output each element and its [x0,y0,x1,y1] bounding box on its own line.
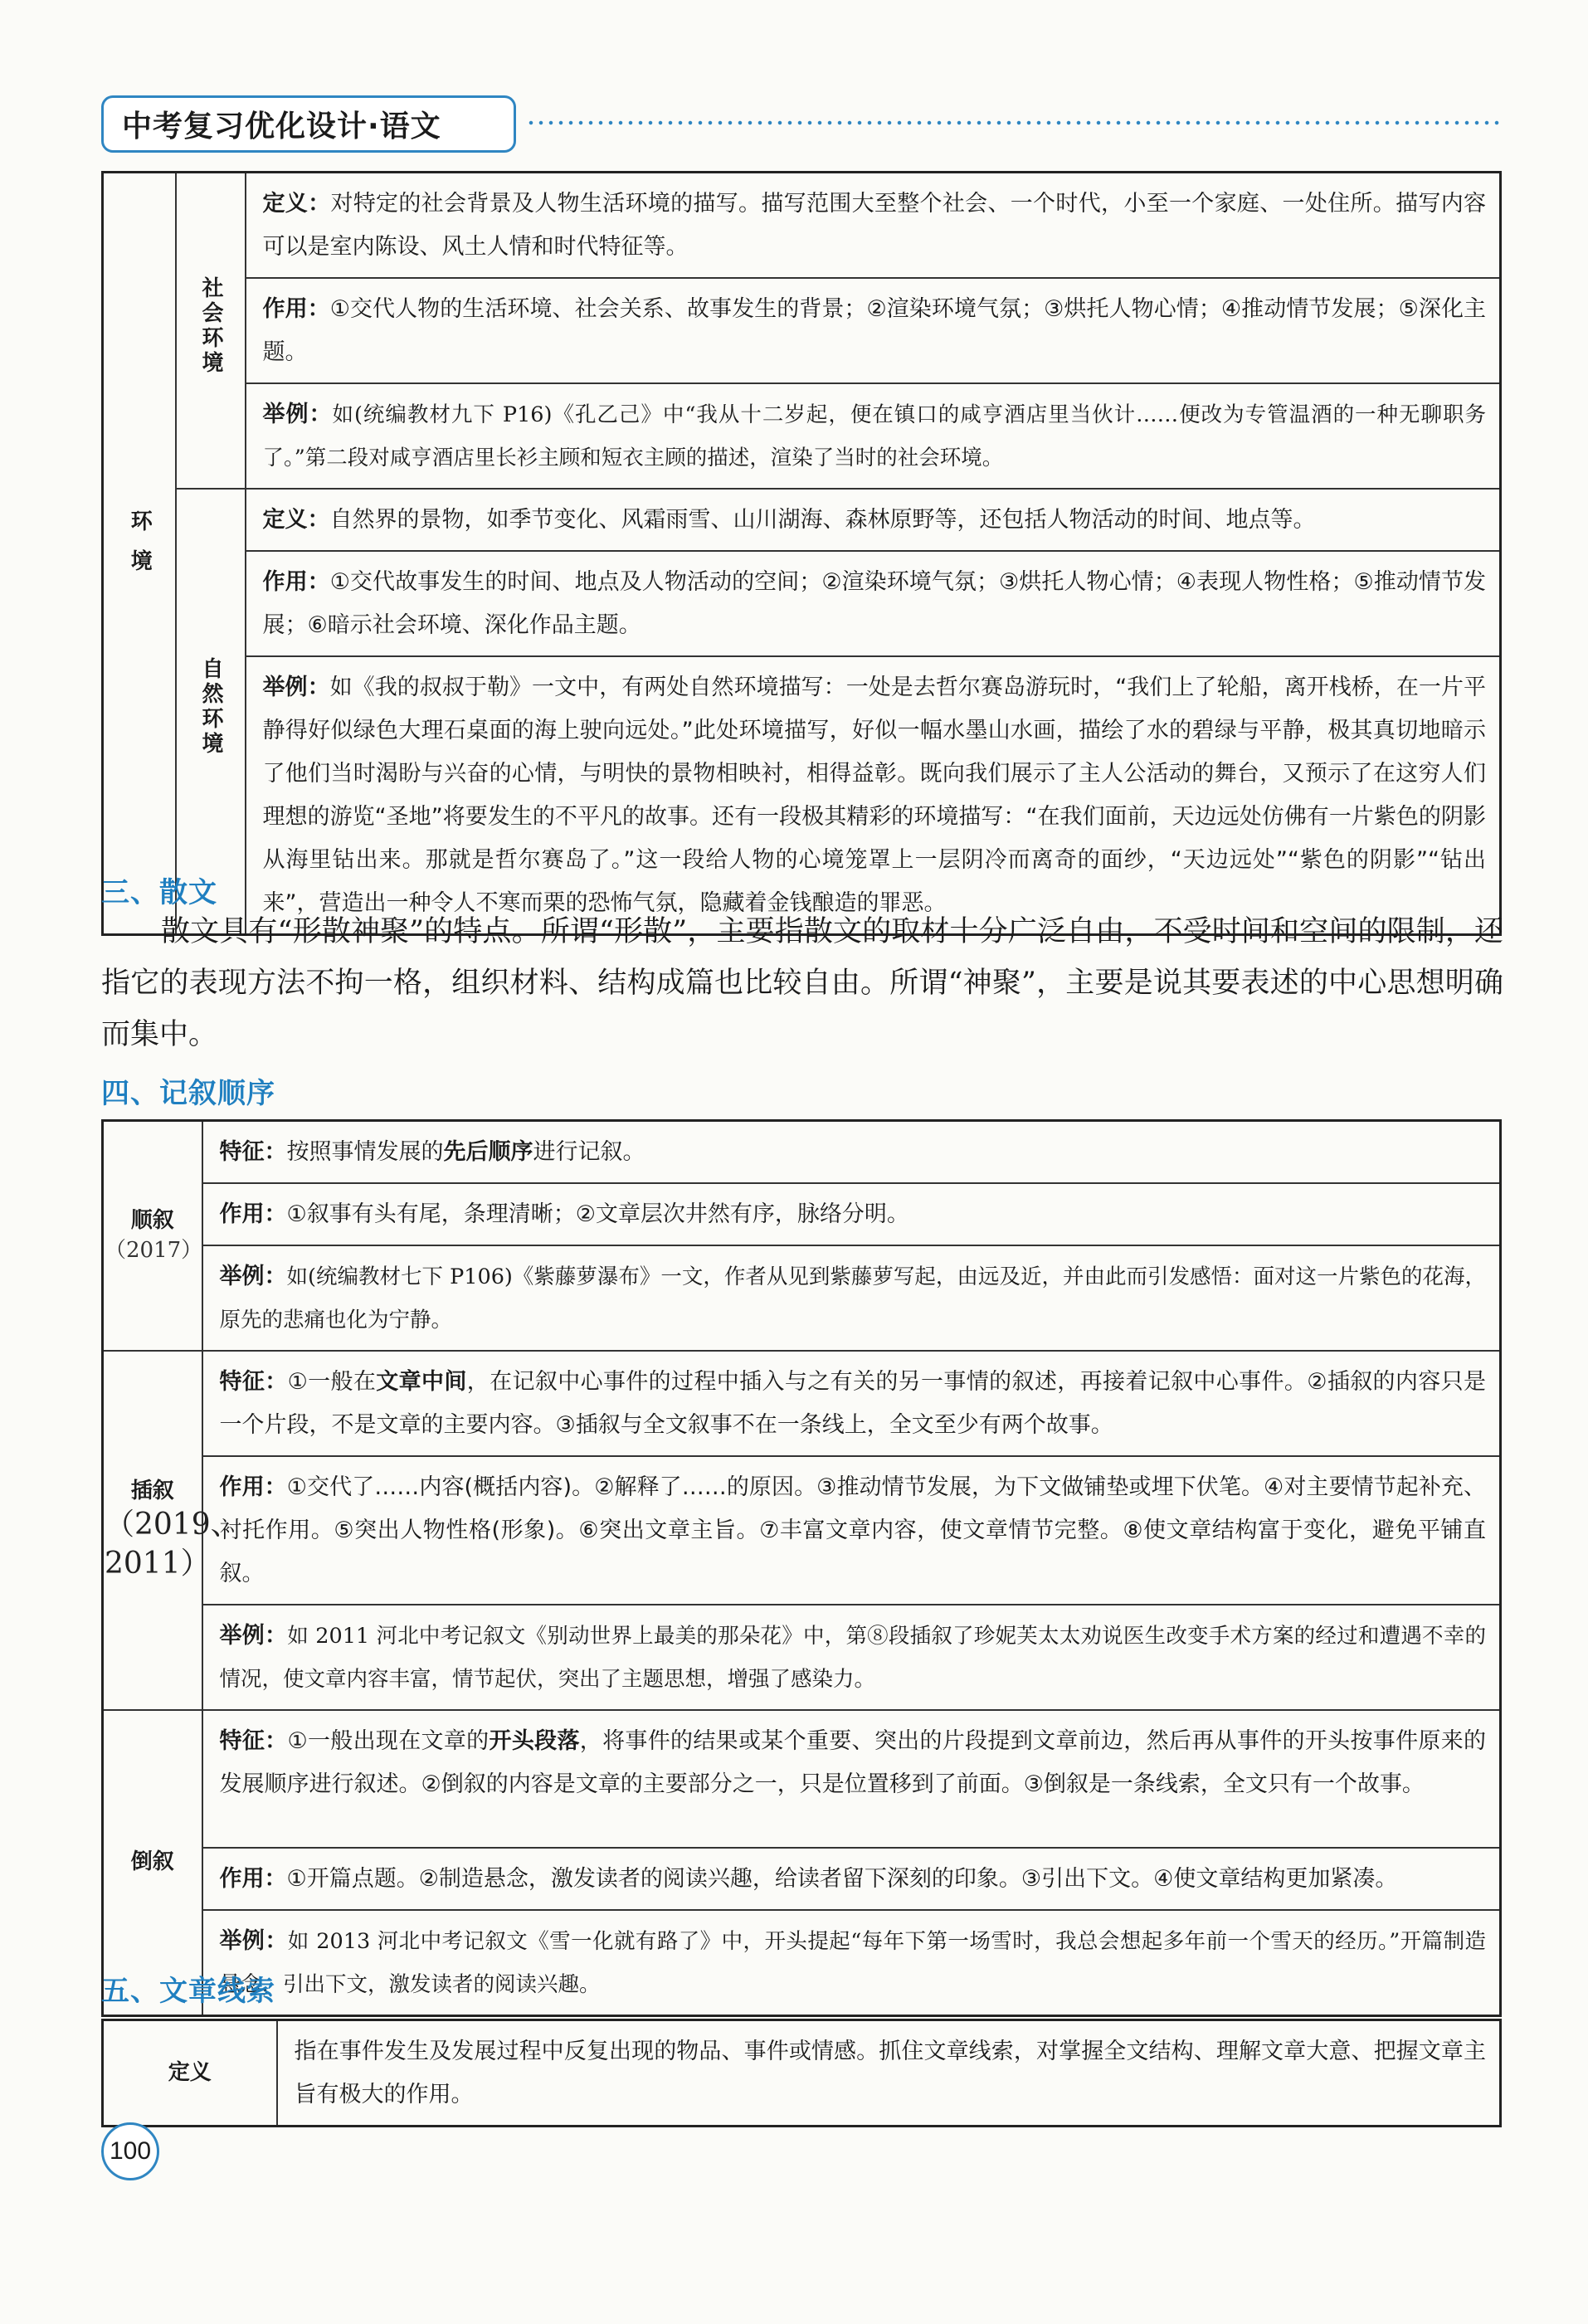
clue-table [101,2019,1502,2127]
book-title: 中考复习优化设计·语文 [101,95,516,153]
environment-table [101,171,1502,936]
shunxu-example: 举例：如(统编教材七下 P106)《紫藤萝瀑布》一文，作者从见到紫藤萝写起，由远及近，并由此而引发感悟：面对这一片紫色的花海，原先的悲痛也化为宁静。 [202,1245,1501,1351]
chaxu-feature: 特征：①一般在文章中间，在记叙中心事件的过程中插入与之有关的另一事情的叙述，再接着记叙中心事件。②插叙的内容只是一个片段，不是文章的主要内容。③插叙与全文叙事不在一条线上，全文至少有两个故事。 [202,1351,1501,1456]
social-env-cell [176,173,246,490]
social-example: 举例：如(统编教材九下 P16)《孔乙己》中“我从十二岁起，便在镇口的咸亨酒店里当伙计……便改为专管温酒的一种无聊职务了。”第二段对咸亨酒店里长衫主顾和短衣主顾的描述，渲染了当时的社会环境。 [246,383,1501,489]
chaxu-year: （2019、2011） [105,1508,241,1581]
section-4-title: 四、记叙顺序 [101,1077,275,1110]
clue-def-label: 定义 [103,2020,277,2127]
shunxu-feature: 特征：按照事情发展的先后顺序进行记叙。 [202,1121,1501,1184]
social-def: 定义：对特定的社会背景及人物生活环境的描写。描写范围大至整个社会、一个时代，小至一个家庭、一处住所。描写内容可以是室内陈设、风土人情和时代特征等。 [246,173,1501,279]
narrative-order-table [101,1119,1502,2017]
page-header [101,95,1503,158]
shunxu-use: 作用：①叙事有头有尾，条理清晰；②文章层次井然有序，脉络分明。 [202,1183,1501,1245]
clue-def-text: 指在事件发生及发展过程中反复出现的物品、事件或情感。抓住文章线索，对掌握全文结构、理解文章大意、把握文章主旨有极大的作用。 [277,2020,1501,2127]
shunxu-label: 顺叙 [130,1208,174,1234]
social-use: 作用：①交代人物的生活环境、社会关系、故事发生的背景；②渲染环境气氛；③烘托人物心情；④推动情节发展；⑤深化主题。 [246,278,1501,383]
env-category-cell [103,173,176,935]
natural-use: 作用：①交代故事发生的时间、地点及人物活动的空间；②渲染环境气氛；③烘托人物心情；④表现人物性格；⑤推动情节发展；⑥暗示社会环境、深化作品主题。 [246,551,1501,656]
section-5-title: 五、文章线索 [101,1975,275,2008]
page-number: 100 [101,2122,159,2180]
section-3-title: 三、散文 [101,876,217,909]
social-env-label: 社会环境 [198,276,224,377]
chaxu-label: 插叙 [130,1479,174,1504]
chaxu-cell [103,1351,241,1710]
natural-env-cell [176,489,246,935]
env-category-label: 环境 [127,509,153,589]
daoxu-feature: 特征：①一般出现在文章的开头段落，将事件的结果或某个重要、突出的片段提到文章前边，然后再从事件的开头按事件原来的发展顺序进行叙述。②倒叙的内容是文章的主要部分之一，只是位置移到了前面。③倒叙是一条线索，全文只有一个故事。 [202,1710,1501,1848]
chaxu-use: 作用：①交代了……内容(概括内容)。②解释了……的原因。③推动情节发展，为下文做铺垫或埋下伏笔。④对主要情节起补充、衬托作用。⑤突出人物性格(形象)。⑥突出文章主旨。⑦丰富文章内容，使文章情节完整。⑧使文章结构富于变化，避免平铺直叙。 [202,1456,1501,1605]
header-dotted-rule [526,120,1503,125]
daoxu-label: 倒叙 [130,1849,174,1875]
chaxu-example: 举例：如 2011 河北中考记叙文《别动世界上最美的那朵花》中，第⑧段插叙了珍妮芙太太劝说医生改变手术方案的经过和遭遇不幸的情况，使文章内容丰富，情节起伏，突出了主题思想，增强了感染力。 [202,1605,1501,1710]
natural-example: 举例：如《我的叔叔于勒》一文中，有两处自然环境描写：一处是去哲尔赛岛游玩时，“我们上了轮船，离开栈桥，在一片平静得好似绿色大理石桌面的海上驶向远处。”此处环境描写，好似一幅水墨山水画，描绘了水的碧绿与平静，极其真切地暗示了他们当时渴盼与兴奋的心情，与明快的景物相映衬，相得益彰。既向我们展示了主人公活动的舞台，又预示了在这穷人们理想的游览“圣地”将要发生的不平凡的故事。还有一段极其精彩的环境描写：“在我们面前，天边远处仿佛有一片紫色的阴影从海里钻出来。那就是哲尔赛岛了。”这一段给人物的心境笼罩上一层阴冷而离奇的面纱，“天边远处”“紫色的阴影”“钻出来”，营造出一种令人不寒而栗的恐怖气氛，隐藏着金钱酿造的罪恶。 [246,656,1501,935]
daoxu-example: 举例：如 2013 河北中考记叙文《雪一化就有路了》中，开头提起“每年下第一场雪时，我总会想起多年前一个雪天的经历。”开篇制造悬念，引出下文，激发读者的阅读兴趣。 [202,1910,1501,2016]
prose-paragraph: 散文具有“形散神聚”的特点。所谓“形散”，主要指散文的取材十分广泛自由，不受时间和空间的限制，还指它的表现方法不拘一格，组织材料、结构成篇也比较自由。所谓“神聚”，主要是说其要表述的中心思想明确而集中。 [101,915,1503,1051]
shunxu-year: （2017） [105,1237,203,1263]
natural-def: 定义：自然界的景物，如季节变化、风霜雨雪、山川湖海、森林原野等，还包括人物活动的时间、地点等。 [246,489,1501,551]
shunxu-cell [103,1121,202,1352]
natural-env-label: 自然环境 [198,657,224,758]
daoxu-use: 作用：①开篇点题。②制造悬念，激发读者的阅读兴趣，给读者留下深刻的印象。③引出下文。④使文章结构更加紧凑。 [202,1848,1501,1910]
